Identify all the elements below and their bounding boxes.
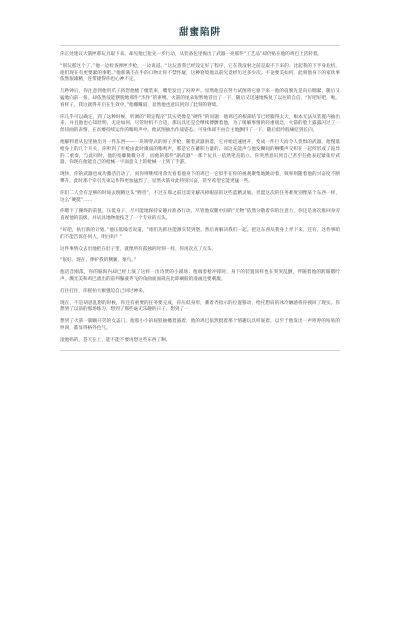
title-divider <box>60 45 340 46</box>
paragraph: 打住打住，你摇拍大额强迫自己回过神来。 <box>60 288 148 294</box>
paragraph: 你正处建议大箭匣那玩具取下来。却见他已抢先一步行动，从装备包里掏出了武器一亮那件“工艺品”却仍贴在他的鸡巴上活转着。 <box>60 52 323 57</box>
paragraph: “很好。现在，捧护我的侧翼，栗鸟。” <box>60 258 136 264</box>
paragraph: 你们二人会有足够的时间去倒腾这头“野兽”，不过在那之前还需先解决掉眼前的这些蓝精灵娘。但愿这次的任务难度别像某个东西一样，这么“硬挺”…… <box>60 190 340 203</box>
document-body <box>60 52 340 345</box>
paragraph: “好吧，执行新的计划。”他压低嗓音说道，“咱们先抓住能源实装到堡。然后再解决我们一起。把这东西从我身上弄下来。还有，这件事咱们不能告诉任何人，明白吗？” <box>60 227 340 240</box>
paragraph: 这件事情众去出地把在肚子里，就像所有孤独的时刻一样。你再次点了点头。 <box>60 246 217 252</box>
paragraph: 你嗯下了操终的前毯，压低身子，尽可能地保持安静并准备行动。尽管他双腿中间的“尤物”依然分散着你的注意力，你还是再次推回身旁直视他的前级，并试具地吻他按乏了一个专业的点头。 <box>60 209 340 222</box>
paragraph: 你几乎可以确定，到了这种时候，听调的“锁定程序”其实更像是“硬件”的问题：他鸡巴的根部结节已经膨得太大，根本无法从装置内抽出来，并且他也心知肚明。无论如何，尽管时机不合适，那玩具还是会继续搏颤着他，为了缓解事情的轻重缓急，火箭的脸上露露闪过了一丝扭曲的表情，在贫瘠持续运作的嗡鸣声中，他试图抽出作战姿态，可身体却不由自主地颤抖了一下，随后低吟般痛痉到长向。 <box>60 114 340 134</box>
paragraph: 现在，不是胡思乱想的时候，你还有重要的任务要完成，你压低身形，蓄着齐指示的位置移动，给托想肩的冰冷触感将你拽回了现实。你想到了以前的那场练习，想到了那些毫无乐趣的日子，想到了一 <box>60 300 340 313</box>
paragraph: 现快，你的武器也成功激活启动了，而你则继续用余光看着他身下的鸡巴一它似乎在你的视观聚集地跳动着，频率则随着他的兴奋度不断攀升。此时那个牵引光束运作得更加猛烈了，显然火箭对此特别兴奋，甚至希望它能更猛一些。 <box>60 172 340 184</box>
paragraph: “别玩那这个了，”他一边检查弹匣步枪，一边说道。“这玩意我已经设定好了程序，它在我没射之前是取不下来的。比起我的下半身危机，咱们现在有更要紧的事吧。”他那满不在乎的口吻让你不禁怀疑，这种窘境他以前究竟经历过多少次。不论要美如何，此刻他身下的家伙事依然很雄精，连带捷得你也心神不定。 <box>60 63 340 83</box>
paragraph: 几秒钟后，你注意到他用爪子将您他梳了梳装束，嘴里发出了闷哼声。显然他是在努力试图将它驱下来一他的肩膀先是向后绷紧，随后又猛地向前一扭，却依然没能摆脱地那件“杰作”的束缚。火箭的尾朵短暂地冒出了一下，随后又迅速地恢复了以往的自信。“好吧好吧，呃。看样子，我这就得开启在生效中。”他嘟囔道，显然他也意识到到了此刻的窘境。 <box>60 89 340 108</box>
document-title: 甜蜜陷阱 <box>178 27 221 38</box>
bottom-divider <box>60 350 340 351</box>
paragraph: 想到了火箭一脚踢开劳的女盖门，他那小小的屁股抽搐着露着，他的鸡巴依然挺着那个情趣玩具样屁着。以至于他发出一声哼哼的咕咕的哼叫，都显得格外色气。 <box>60 319 340 331</box>
paragraph: 淦他妈的，苍天在上，能不能不要再想这些东西了啊。 <box>60 337 171 343</box>
paragraph: 他话音刚落，你的脑海内却已经上演了这样一出诗贤的小剧场：他端着枪冲锋时，身下的装置同样也在突突乱颤，伴随着他的跨眼嗯咛声，溅光美和鸡巴流出的前列腺液齐飞的角曲面面简直比即刷般的漫画还要刺激。 <box>60 270 340 282</box>
paragraph: 他解料着从包里抽出另一件东西——一块铆穿式的原子步枪，随着武器滑落，它并始迅速展开，变成一件巨大而令人畏惧的武器，他慢低枪身上的几个开关，你听到了步枪由此时微弱的嗡鸣声，那是它在蓄积力量的。而这充能声与他发糊间的啊嘶声交织在一起所形成了诡异的二重奏，与此同时，他的宽藤微微分开，而他的那件“副武器”一那个玩具一依然笔直陷立。你突然意识到自己甚至任他表起紧张步武器，你现在他能自己的枪械一字面意义上的枪械一上到了手游。 <box>60 139 340 166</box>
